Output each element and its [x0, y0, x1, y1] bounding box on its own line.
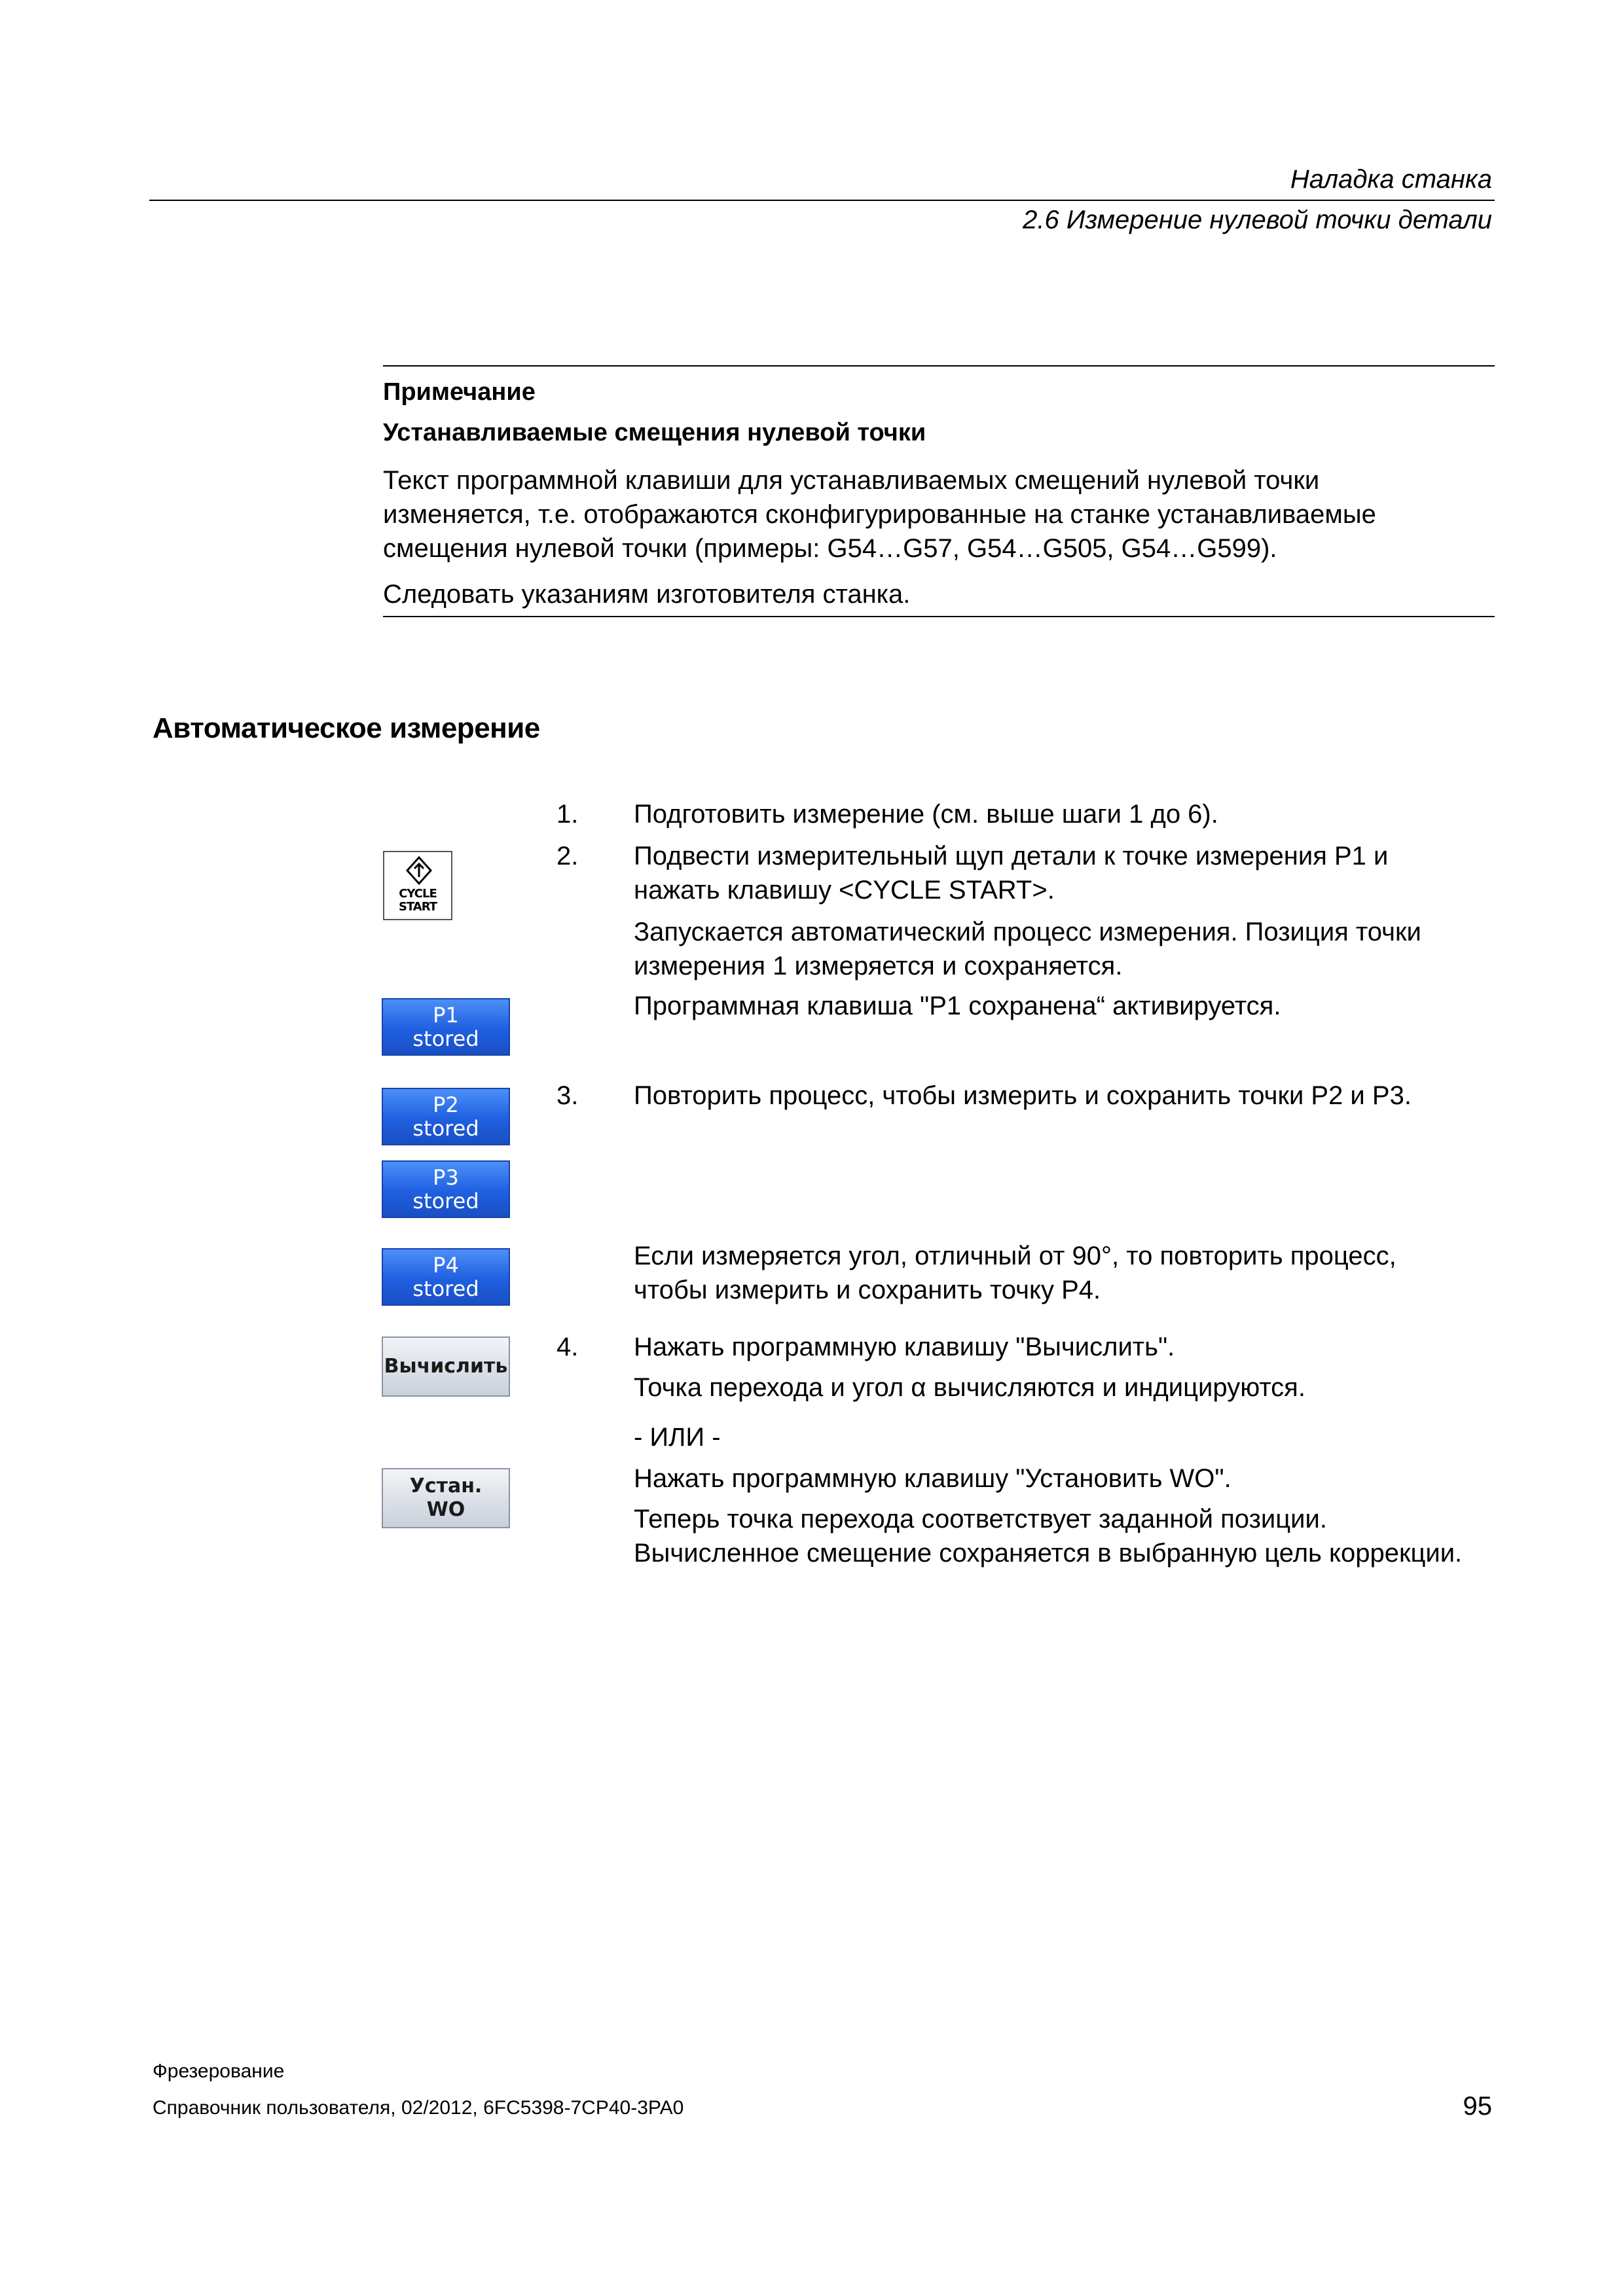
step-2-line: Подвести измерительный щуп детали к точке измерения Р1 и — [634, 842, 1389, 870]
step-3-number: 3. — [556, 1081, 579, 1110]
step-4-number: 4. — [556, 1333, 579, 1361]
note-title: Устанавливаемые смещения нулевой точки — [383, 419, 926, 446]
p4-stored-softkey — [382, 1248, 510, 1306]
step-2-text — [634, 839, 1498, 907]
step-4-alternative-line: Вычисленное смещение сохраняется в выбранную цель коррекции. — [634, 1539, 1463, 1568]
p2-stored-softkey — [382, 1088, 510, 1145]
p1-stored-softkey — [382, 998, 510, 1056]
chapter-title: Наладка станка — [1290, 165, 1492, 194]
step-2-softkey-note: Программная клавиша "Р1 сохранена“ активируется. — [634, 992, 1281, 1020]
angle-note-line: чтобы измерить и сохранить точку Р4. — [634, 1276, 1101, 1304]
softkey-label-line: stored — [412, 1116, 479, 1141]
note-paragraph — [383, 463, 1376, 565]
cycle-start-key — [383, 851, 452, 920]
step-1-number: 1. — [556, 800, 579, 829]
note-line: изменяется, т.е. отображаются сконфигурированные на станке устанавливаемые — [383, 500, 1376, 529]
softkey-label-line: stored — [412, 1276, 479, 1301]
softkey-label-line: P4 — [433, 1253, 459, 1278]
or-separator: - ИЛИ - — [634, 1423, 721, 1452]
note-line: Текст программной клавиши для устанавливаемых смещений нулевой точки — [383, 466, 1320, 495]
angle-note-line: Если измеряется угол, отличный от 90°, то повторить процесс, — [634, 1242, 1396, 1270]
angle-note — [634, 1239, 1498, 1307]
step-4-text: Нажать программную клавишу "Вычислить". — [634, 1333, 1175, 1361]
step-2-result-line: Запускается автоматический процесс измерения. Позиция точки — [634, 918, 1421, 946]
footer-manual: Справочник пользователя, 02/2012, 6FC5398-7CP40-3PA0 — [153, 2097, 684, 2119]
cycle-start-icon — [406, 856, 432, 885]
calculate-softkey — [382, 1336, 510, 1397]
step-4-alternative: Нажать программную клавишу "Установить WO". — [634, 1464, 1231, 1493]
note-top-rule — [383, 365, 1495, 367]
note-instruction: Следовать указаниям изготовителя станка. — [383, 580, 911, 609]
step-2-result-line: измерения 1 измеряется и сохраняется. — [634, 952, 1123, 980]
softkey-label-line: WO — [426, 1498, 465, 1521]
cycle-start-label-line: CYCLE — [399, 887, 437, 901]
softkey-label-line: stored — [412, 1189, 479, 1213]
softkey-label-line: P1 — [433, 1003, 459, 1028]
softkey-label-line: P3 — [433, 1165, 459, 1190]
section-title-header: 2.6 Измерение нулевой точки детали — [1023, 206, 1492, 234]
note-bottom-rule — [383, 616, 1495, 617]
note-line: смещения нулевой точки (примеры: G54…G57, G54…G505, G54…G599). — [383, 534, 1277, 563]
step-2-line: нажать клавишу <CYCLE START>. — [634, 876, 1055, 905]
softkey-label-line: stored — [412, 1026, 479, 1051]
step-2-number: 2. — [556, 842, 579, 870]
cycle-start-label-line: START — [398, 900, 437, 914]
step-1-text: Подготовить измерение (см. выше шаги 1 до 6). — [634, 800, 1218, 829]
set-wo-softkey — [382, 1468, 510, 1528]
step-2-result — [634, 915, 1498, 983]
cycle-start-label — [384, 888, 451, 914]
note-label: Примечание — [383, 378, 536, 406]
softkey-label-line: P2 — [433, 1092, 459, 1117]
p3-stored-softkey — [382, 1160, 510, 1218]
step-3-text: Повторить процесс, чтобы измерить и сохранить точки Р2 и Р3. — [634, 1081, 1412, 1110]
step-4-result: Точка перехода и угол α вычисляются и индицируются. — [634, 1373, 1305, 1402]
footer-product: Фрезерование — [153, 2060, 285, 2082]
softkey-label-line: Вычислить — [384, 1355, 508, 1378]
softkey-label-line: Устан. — [409, 1475, 483, 1498]
step-4-alternative-line: Теперь точка перехода соответствует заданной позиции. — [634, 1505, 1327, 1534]
header-rule — [149, 200, 1495, 201]
step-4-alternative-result — [634, 1502, 1498, 1570]
section-heading: Автоматическое измерение — [153, 712, 540, 744]
page-number: 95 — [1463, 2092, 1492, 2121]
